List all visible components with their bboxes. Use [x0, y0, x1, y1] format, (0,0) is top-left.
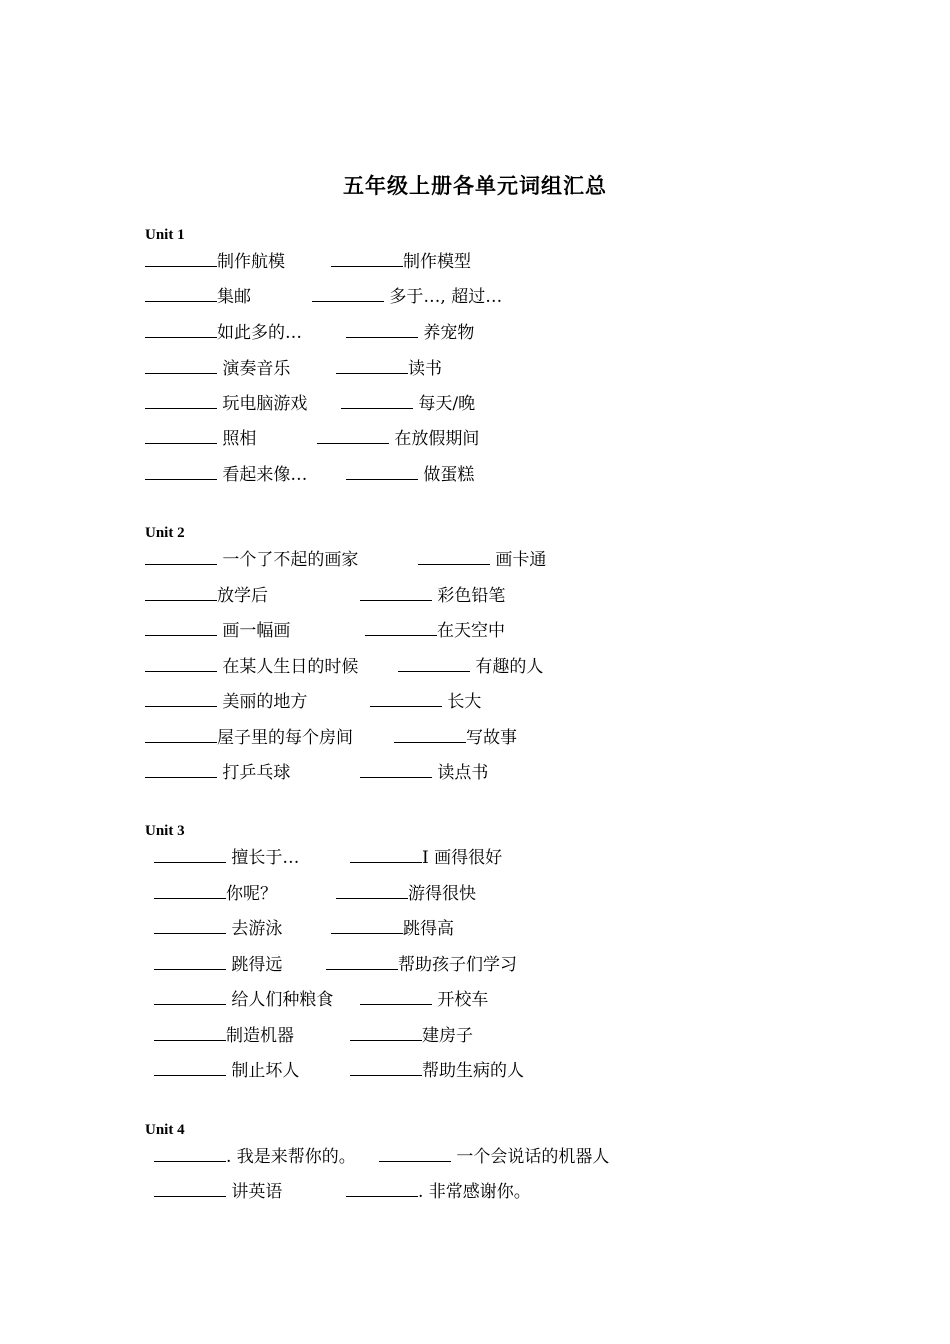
phrase-entry [154, 916, 282, 941]
phrase-text: 读点书 [432, 763, 489, 783]
phrase-row [0, 320, 950, 344]
answer-blank[interactable] [145, 583, 217, 601]
phrase-text: 看起来像… [217, 465, 308, 485]
phrase-entry [145, 583, 268, 608]
phrase-text: 帮助孩子们学习 [398, 955, 517, 975]
phrase-row [0, 881, 950, 905]
phrase-text: 在某人生日的时候 [217, 657, 359, 677]
phrase-row [0, 462, 950, 486]
phrase-text: 屋子里的每个房间 [217, 728, 353, 748]
phrase-entry [350, 1023, 473, 1048]
answer-blank[interactable] [346, 1179, 418, 1197]
answer-blank[interactable] [379, 1144, 451, 1162]
phrase-entry [341, 391, 475, 416]
answer-blank[interactable] [336, 356, 408, 374]
phrase-text: 跳得高 [403, 919, 454, 939]
phrase-entry [154, 952, 282, 977]
answer-blank[interactable] [145, 320, 217, 338]
answer-blank[interactable] [154, 952, 226, 970]
phrase-row [0, 725, 950, 749]
phrase-entry [154, 1023, 294, 1048]
phrase-text: 打乒乓球 [217, 763, 291, 783]
phrase-row [0, 391, 950, 415]
phrase-text: 讲英语 [226, 1182, 283, 1202]
phrase-entry [154, 987, 333, 1012]
phrase-entry [145, 249, 285, 274]
phrase-entry [154, 1144, 356, 1169]
phrase-text: 一个会说话的机器人 [451, 1147, 610, 1167]
phrase-text: 做蛋糕 [418, 465, 475, 485]
phrase-row [0, 689, 950, 713]
answer-blank[interactable] [360, 987, 432, 1005]
answer-blank[interactable] [145, 689, 217, 707]
phrase-text: 有趣的人 [470, 657, 544, 677]
phrase-row [0, 284, 950, 308]
phrase-text: 制造机器 [226, 1026, 294, 1046]
answer-blank[interactable] [154, 1144, 226, 1162]
phrase-text: 彩色铅笔 [432, 586, 506, 606]
answer-blank[interactable] [154, 1179, 226, 1197]
phrase-entry [145, 356, 290, 381]
phrase-entry [326, 952, 517, 977]
unit-heading: Unit 4 [145, 1122, 185, 1138]
phrase-entry [145, 760, 290, 785]
phrase-text: 演奏音乐 [217, 359, 291, 379]
phrase-row [0, 845, 950, 869]
phrase-entry [394, 725, 517, 750]
answer-blank[interactable] [365, 618, 437, 636]
phrase-entry [350, 845, 502, 870]
answer-blank[interactable] [154, 1023, 226, 1041]
phrase-text: 在放假期间 [389, 429, 480, 449]
phrase-entry [312, 284, 502, 309]
phrase-text: 建房子 [422, 1026, 473, 1046]
answer-blank[interactable] [360, 583, 432, 601]
answer-blank[interactable] [336, 881, 408, 899]
answer-blank[interactable] [341, 391, 413, 409]
phrase-text: 多于…, 超过… [384, 287, 503, 307]
phrase-text: 给人们种粮食 [226, 990, 334, 1010]
answer-blank[interactable] [154, 916, 226, 934]
phrase-entry [346, 1179, 531, 1204]
answer-blank[interactable] [312, 284, 384, 302]
answer-blank[interactable] [145, 547, 217, 565]
answer-blank[interactable] [154, 845, 226, 863]
phrase-text: . 我是来帮你的。 [226, 1147, 356, 1167]
phrase-text: 画一幅画 [217, 621, 291, 641]
answer-blank[interactable] [331, 916, 403, 934]
phrase-entry [154, 1058, 299, 1083]
phrase-text: 写故事 [466, 728, 517, 748]
phrase-row [0, 760, 950, 784]
phrase-entry [145, 547, 358, 572]
answer-blank[interactable] [346, 462, 418, 480]
phrase-row [0, 356, 950, 380]
phrase-text: 去游泳 [226, 919, 283, 939]
phrase-text: 读书 [408, 359, 442, 379]
phrase-row [0, 1023, 950, 1047]
answer-blank[interactable] [145, 356, 217, 374]
phrase-entry [350, 1058, 524, 1083]
answer-blank[interactable] [145, 760, 217, 778]
answer-blank[interactable] [326, 952, 398, 970]
phrase-text: 玩电脑游戏 [217, 394, 308, 414]
phrase-entry [398, 654, 543, 679]
answer-blank[interactable] [145, 725, 217, 743]
phrase-text: 擅长于… [226, 848, 300, 868]
phrase-row [0, 987, 950, 1011]
phrase-text: 制作航模 [217, 252, 285, 272]
unit-heading: Unit 3 [145, 823, 185, 839]
phrase-row [0, 426, 950, 450]
answer-blank[interactable] [370, 689, 442, 707]
phrase-text: 开校车 [432, 990, 489, 1010]
answer-blank[interactable] [350, 1058, 422, 1076]
phrase-entry [145, 689, 307, 714]
phrase-text: 游得很快 [408, 884, 476, 904]
phrase-row [0, 952, 950, 976]
unit-heading: Unit 1 [145, 227, 185, 243]
phrase-entry [331, 249, 471, 274]
phrase-entry [418, 547, 546, 572]
answer-blank[interactable] [154, 1058, 226, 1076]
phrase-text: 养宠物 [418, 323, 475, 343]
phrase-text: 制作模型 [403, 252, 471, 272]
phrase-entry [145, 284, 251, 309]
phrase-entry [145, 462, 307, 487]
phrase-entry [346, 320, 474, 345]
phrase-row [0, 1144, 950, 1168]
answer-blank[interactable] [145, 249, 217, 267]
answer-blank[interactable] [360, 760, 432, 778]
answer-blank[interactable] [346, 320, 418, 338]
phrase-entry [331, 916, 454, 941]
phrase-row [0, 583, 950, 607]
phrase-entry [360, 987, 488, 1012]
phrase-entry [379, 1144, 609, 1169]
phrase-entry [346, 462, 474, 487]
phrase-entry [360, 760, 488, 785]
answer-blank[interactable] [145, 618, 217, 636]
unit-heading: Unit 2 [145, 525, 185, 541]
phrase-entry [336, 881, 476, 906]
answer-blank[interactable] [145, 284, 217, 302]
phrase-entry [154, 1179, 282, 1204]
phrase-entry [154, 845, 299, 870]
phrase-text: 帮助生病的人 [422, 1061, 524, 1081]
phrase-entry [145, 654, 358, 679]
phrase-entry [365, 618, 505, 643]
phrase-text: 画卡通 [490, 550, 547, 570]
answer-blank[interactable] [145, 426, 217, 444]
phrase-row [0, 618, 950, 642]
phrase-entry [370, 689, 481, 714]
phrase-row [0, 654, 950, 678]
phrase-text: 跳得远 [226, 955, 283, 975]
phrase-entry [145, 618, 290, 643]
phrase-row [0, 916, 950, 940]
answer-blank[interactable] [331, 249, 403, 267]
phrase-row [0, 547, 950, 571]
answer-blank[interactable] [317, 426, 389, 444]
answer-blank[interactable] [145, 654, 217, 672]
phrase-text: 照相 [217, 429, 257, 449]
answer-blank[interactable] [418, 547, 490, 565]
phrase-entry [145, 426, 256, 451]
answer-blank[interactable] [145, 462, 217, 480]
phrase-entry [145, 391, 307, 416]
phrase-text: 集邮 [217, 287, 251, 307]
phrase-text: 美丽的地方 [217, 692, 308, 712]
phrase-entry [154, 881, 277, 906]
answer-blank[interactable] [350, 845, 422, 863]
answer-blank[interactable] [398, 654, 470, 672]
phrase-entry [145, 725, 353, 750]
phrase-entry [317, 426, 479, 451]
answer-blank[interactable] [350, 1023, 422, 1041]
answer-blank[interactable] [394, 725, 466, 743]
phrase-row [0, 1179, 950, 1203]
phrase-text: 你呢？ [226, 884, 277, 904]
phrase-text: I 画得很好 [422, 848, 503, 868]
phrase-row [0, 1058, 950, 1082]
phrase-row [0, 249, 950, 273]
phrase-text: 如此多的… [217, 323, 302, 343]
phrase-text: 制止坏人 [226, 1061, 300, 1081]
phrase-entry [360, 583, 505, 608]
phrase-entry [145, 320, 302, 345]
answer-blank[interactable] [154, 987, 226, 1005]
phrase-text: 一个了不起的画家 [217, 550, 359, 570]
phrase-text: . 非常感谢你。 [418, 1182, 531, 1202]
page-title: 五年级上册各单元词组汇总 [343, 173, 607, 198]
phrase-text: 每天/晚 [413, 394, 476, 414]
phrase-text: 在天空中 [437, 621, 505, 641]
phrase-text: 放学后 [217, 586, 268, 606]
answer-blank[interactable] [145, 391, 217, 409]
phrase-entry [336, 356, 442, 381]
phrase-text: 长大 [442, 692, 482, 712]
answer-blank[interactable] [154, 881, 226, 899]
